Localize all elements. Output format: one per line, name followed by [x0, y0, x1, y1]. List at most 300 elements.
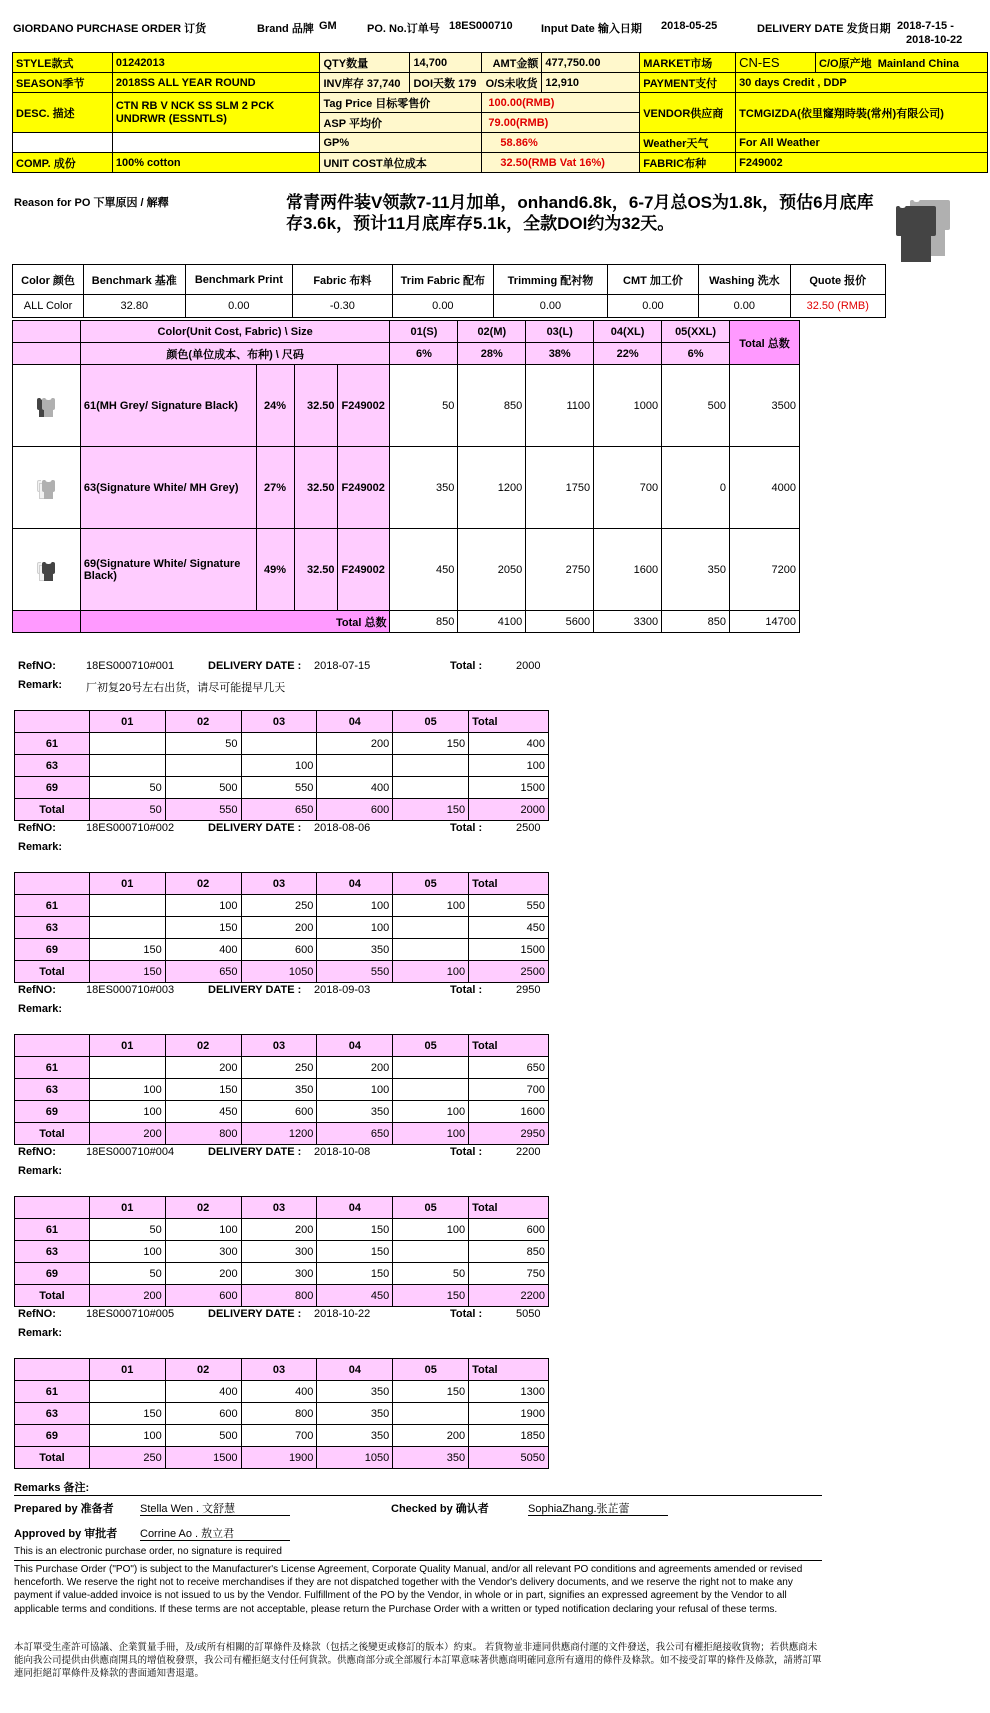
row-fabric: F249002 [338, 365, 390, 447]
qty-cell: 150 [393, 1381, 469, 1403]
matrix-header-cn: 颜色(单位成本、布种) \ 尺码 [80, 343, 390, 365]
size-col: 01 [89, 1359, 165, 1381]
qty-cell: 400 [317, 777, 393, 799]
row-total: 1850 [469, 1425, 549, 1447]
size-total: 5600 [526, 611, 594, 633]
size-total: 600 [317, 799, 393, 821]
row-total: 550 [469, 895, 549, 917]
unit-cost-value: 32.50(RMB Vat 16%) [482, 153, 640, 173]
vendor-label: VENDOR供应商 [640, 93, 736, 133]
row-color: 63 [15, 917, 90, 939]
co-label: C/O原产地 [819, 57, 872, 70]
payment-value: 30 days Credit , DDP [736, 73, 988, 93]
qty-cell [317, 755, 393, 777]
row-total: 750 [469, 1263, 549, 1285]
qty-cell: 100 [89, 1101, 165, 1123]
size-total: 150 [393, 799, 469, 821]
qty-cell [393, 777, 469, 799]
matrix-header-en: Color(Unit Cost, Fabric) \ Size [80, 321, 390, 343]
row-total: 1900 [469, 1403, 549, 1425]
qty-cell [393, 1057, 469, 1079]
style-label: STYLE款式 [13, 53, 113, 73]
grey-tee-icon [42, 477, 55, 499]
cost-header: Fabric 布料 [293, 265, 392, 295]
brand-label: Brand 品牌 [257, 23, 314, 35]
row-cost: 32.50 [294, 447, 338, 529]
approved-by: Corrine Ao . 敖立君 [140, 1525, 290, 1541]
color-thumbnail [13, 447, 81, 529]
qty-cell: 1750 [526, 447, 594, 529]
desc-label: DESC. 描述 [13, 93, 113, 133]
size-col: 04 [317, 711, 393, 733]
qty-cell [89, 1057, 165, 1079]
qty-cell [89, 733, 165, 755]
refno-label: RefNO: [18, 822, 56, 834]
row-total: 850 [469, 1241, 549, 1263]
qty-cell: 100 [165, 895, 241, 917]
qty-cell: 350 [317, 1403, 393, 1425]
remark-value: 厂初复20号左右出货，请尽可能提早几天 [86, 682, 286, 694]
qty-cell: 2050 [458, 529, 526, 611]
qty-cell: 450 [390, 529, 458, 611]
total-col: Total [469, 1197, 549, 1219]
po-title: GIORDANO PURCHASE ORDER 订货 [13, 23, 207, 35]
ratio-03: 38% [526, 343, 594, 365]
size-col: 02 [165, 873, 241, 895]
refno-label: RefNO: [18, 1146, 56, 1158]
delivery-total-label: Total : [450, 1308, 483, 1320]
row-color: 69 [15, 1263, 90, 1285]
qty-cell: 350 [241, 1079, 317, 1101]
size-total: 450 [317, 1285, 393, 1307]
size-total: 4100 [458, 611, 526, 633]
matrix-row [13, 365, 800, 447]
qty-cell: 800 [241, 1403, 317, 1425]
qty-label: QTY数量 [320, 53, 410, 73]
delivery-total-label: Total : [450, 984, 483, 996]
weather-label: Weather天气 [640, 133, 736, 153]
season-label: SEASON季节 [13, 73, 113, 93]
doi-label: DOI天数 [413, 77, 455, 90]
delivery-total-label: Total : [450, 822, 483, 834]
row-color: 63(Signature White/ MH Grey) [80, 447, 256, 529]
cost-value: 0.00 [392, 295, 494, 318]
row-total: 100 [469, 755, 549, 777]
size-col: 04 [317, 873, 393, 895]
size-total: 800 [165, 1123, 241, 1145]
qty-cell: 300 [241, 1263, 317, 1285]
refno-value: 18ES000710#003 [86, 984, 175, 996]
delivery-total-label: Total : [450, 1146, 483, 1158]
delivery-date-end: 2018-10-22 [906, 34, 963, 46]
delivery-date-value: 2018-07-15 [314, 660, 371, 672]
remark-label: Remark: [18, 1165, 63, 1177]
total-row-label: Total [15, 799, 90, 821]
size-total: 50 [89, 799, 165, 821]
table-row [15, 755, 549, 777]
row-fabric: F249002 [338, 529, 390, 611]
size-total: 550 [165, 799, 241, 821]
qty-cell: 850 [458, 365, 526, 447]
row-color: 63 [15, 755, 90, 777]
refno-value: 18ES000710#004 [86, 1146, 175, 1158]
black-tee-icon [896, 202, 936, 262]
size-col: 02 [165, 1359, 241, 1381]
prepared-label: Prepared by 准备者 [14, 1503, 114, 1515]
qty-cell: 450 [165, 1101, 241, 1123]
terms-english: This Purchase Order ("PO") is subject to the Manufacturer's License Agreement, Corporate Quality Manual, and/or all relevant PO conditions and agreements amended or revised henceforth. We reserve the right not to receive merchandises if they are not dispatched together with the Vendor's delivery documents, and we reserve the right not to make any payment if value-added invoice is not issued to us by the Vendor. Fulfillment of the PO by the Vendor, in whole or in part, signifies an expressed agreement by the Vendor to all applicable terms and conditions. If these terms are not acceptable, please return the Purchase Order with a written or typed notification declaring your refusal of these terms. [14, 1564, 803, 1615]
qty-cell: 100 [393, 895, 469, 917]
qty-cell: 500 [165, 1425, 241, 1447]
row-total: 1500 [469, 939, 549, 961]
qty-cell: 500 [165, 777, 241, 799]
table-row [15, 1425, 549, 1447]
row-color: 61 [15, 733, 90, 755]
delivery-total-value: 2000 [516, 660, 541, 672]
qty-cell: 1600 [594, 529, 662, 611]
inv-label: INV库存 [323, 77, 364, 90]
matrix-row [13, 447, 800, 529]
size-total: 1200 [241, 1123, 317, 1145]
cost-header: CMT 加工价 [607, 265, 698, 295]
size-col: 02 [165, 1197, 241, 1219]
cost-header: Benchmark Print [185, 265, 293, 295]
row-pct: 27% [256, 447, 294, 529]
qty-cell: 200 [241, 917, 317, 939]
total-row [15, 1123, 549, 1145]
terms-chinese: 本訂單受生產許可協議、企業質量手冊，及/或所有相關的訂單條件及條款（包括之後變更或修訂的版本）約束。 若貨物並非連同供應商付運的文件發送，我公司有權拒絕接收貨物；若供應商未能向我公司提供由供應商開具的增值稅發票，我公司有權拒絕支付任何貨款。供應商部分或全部履行本訂單意味著供應商明確同意所有適用的條件及條款。如不接受訂單的條件及條款，請將訂單連同拒絕訂單條件及條款的書面通知書退還。 [14, 1642, 822, 1680]
table-row [15, 1057, 549, 1079]
size-total: 150 [89, 961, 165, 983]
size-col: 05 [393, 873, 469, 895]
table-row [15, 777, 549, 799]
qty-cell: 350 [662, 529, 730, 611]
brand-value: GM [319, 20, 337, 32]
tag-value: 100.00(RMB) [482, 93, 640, 113]
refno-value: 18ES000710#002 [86, 822, 175, 834]
size-total: 650 [165, 961, 241, 983]
amt-label: AMT金额 [482, 53, 542, 73]
refno-value: 18ES000710#005 [86, 1308, 175, 1320]
qty-cell: 50 [89, 1219, 165, 1241]
doi-cell [410, 73, 542, 93]
grand-total: 2950 [469, 1123, 549, 1145]
cost-value: 0.00 [494, 295, 608, 318]
qty-cell: 150 [89, 939, 165, 961]
qty-cell: 350 [317, 1381, 393, 1403]
grand-total: 5050 [469, 1447, 549, 1469]
amt-value: 477,750.00 [542, 53, 640, 73]
size-total: 350 [393, 1447, 469, 1469]
delivery-total-label: Total : [450, 660, 483, 672]
refno-label: RefNO: [18, 984, 56, 996]
input-date: 2018-05-25 [661, 20, 718, 32]
delivery-total-value: 2950 [516, 984, 541, 996]
cost-header: Quote 报价 [790, 265, 885, 295]
qty-cell: 200 [241, 1219, 317, 1241]
row-color: 61(MH Grey/ Signature Black) [80, 365, 256, 447]
delivery-table [14, 872, 549, 983]
row-color: 61 [15, 1057, 90, 1079]
tag-label: Tag Price 目标零售价 [320, 93, 482, 113]
black-tee-icon [42, 559, 55, 581]
table-row [15, 733, 549, 755]
asp-label: ASP 平均价 [320, 113, 482, 133]
po-info-grid [12, 52, 988, 173]
row-fabric: F249002 [338, 447, 390, 529]
delivery-header [18, 984, 578, 1020]
qty-cell: 50 [89, 1263, 165, 1285]
row-total: 1500 [469, 777, 549, 799]
asp-value: 79.00(RMB) [482, 113, 640, 133]
input-date-label: Input Date 输入日期 [541, 23, 642, 35]
row-total: 1600 [469, 1101, 549, 1123]
row-total: 700 [469, 1079, 549, 1101]
refno-label: RefNO: [18, 1308, 56, 1320]
delivery-date-label: DELIVERY DATE : [208, 822, 302, 834]
qty-value: 14,700 [410, 53, 482, 73]
cost-value: -0.30 [293, 295, 392, 318]
qty-cell: 150 [317, 1219, 393, 1241]
qty-cell: 600 [165, 1403, 241, 1425]
grand-total: 14700 [730, 611, 800, 633]
size-05: 05(XXL) [662, 321, 730, 343]
size-03: 03(L) [526, 321, 594, 343]
os-label: O/S未收货 [485, 77, 538, 90]
qty-cell: 50 [89, 777, 165, 799]
cost-header: Color 颜色 [13, 265, 84, 295]
ratio-01: 6% [390, 343, 458, 365]
payment-label: PAYMENT支付 [640, 73, 736, 93]
approved-label: Approved by 审批者 [14, 1528, 118, 1540]
row-pct: 49% [256, 529, 294, 611]
delivery-table [14, 710, 549, 821]
qty-cell [89, 1381, 165, 1403]
total-row [15, 1285, 549, 1307]
table-row [15, 1219, 549, 1241]
row-total: 1300 [469, 1381, 549, 1403]
qty-cell: 300 [241, 1241, 317, 1263]
delivery-date-label: DELIVERY DATE : [208, 1146, 302, 1158]
size-col: 01 [89, 1197, 165, 1219]
cost-header: Washing 洗水 [699, 265, 790, 295]
co-value: Mainland China [877, 57, 959, 70]
delivery-header [18, 660, 578, 696]
qty-cell [89, 917, 165, 939]
qty-cell: 350 [390, 447, 458, 529]
inv-value: 37,740 [366, 77, 401, 90]
qty-cell [89, 895, 165, 917]
market-value: CN-ES [736, 53, 816, 73]
size-total: 650 [241, 799, 317, 821]
qty-cell: 400 [165, 939, 241, 961]
total-row-label: Total [15, 1447, 90, 1469]
qty-cell: 200 [393, 1425, 469, 1447]
qty-cell: 200 [317, 733, 393, 755]
qty-cell: 150 [317, 1241, 393, 1263]
color-thumbnail [13, 529, 81, 611]
total-row [15, 1447, 549, 1469]
electronic-notice: This is an electronic purchase order, no signature is required [14, 1546, 822, 1561]
delivery-date-label: DELIVERY DATE : [208, 984, 302, 996]
qty-cell: 700 [241, 1425, 317, 1447]
size-total: 1050 [317, 1447, 393, 1469]
ratio-05: 6% [662, 343, 730, 365]
delivery-date-label: DELIVERY DATE : [208, 660, 302, 672]
row-color: 69(Signature White/ Signature Black) [80, 529, 256, 611]
row-color: 63 [15, 1079, 90, 1101]
total-col: Total [469, 711, 549, 733]
qty-cell: 150 [89, 1403, 165, 1425]
po-number: 18ES000710 [449, 20, 513, 32]
row-total: 450 [469, 917, 549, 939]
table-row [15, 1381, 549, 1403]
qty-cell: 200 [165, 1057, 241, 1079]
size-total: 1500 [165, 1447, 241, 1469]
qty-cell: 200 [165, 1263, 241, 1285]
season-value: 2018SS ALL YEAR ROUND [112, 73, 320, 93]
size-total: 650 [317, 1123, 393, 1145]
gp-value: 58.86% [482, 133, 640, 153]
table-row [15, 1101, 549, 1123]
total-row-label: Total [15, 1123, 90, 1145]
qty-cell [241, 733, 317, 755]
qty-cell: 600 [241, 939, 317, 961]
qty-cell: 100 [89, 1241, 165, 1263]
cost-value: 0.00 [699, 295, 790, 318]
qty-cell: 100 [393, 1101, 469, 1123]
doi-value: 179 [458, 77, 477, 90]
cost-value: 32.80 [84, 295, 186, 318]
delivery-table [14, 1358, 549, 1469]
size-col: 04 [317, 1197, 393, 1219]
size-col: 01 [89, 711, 165, 733]
row-color: 61 [15, 1381, 90, 1403]
refno-value: 18ES000710#001 [86, 660, 175, 672]
size-01: 01(S) [390, 321, 458, 343]
fabric-value: F249002 [736, 153, 988, 173]
row-color: 69 [15, 1101, 90, 1123]
cost-header: Trim Fabric 配布 [392, 265, 494, 295]
style-value: 01242013 [112, 53, 320, 73]
qty-cell: 100 [393, 1219, 469, 1241]
size-total: 100 [393, 1123, 469, 1145]
size-col: 03 [241, 873, 317, 895]
qty-cell: 150 [165, 1079, 241, 1101]
total-row [15, 961, 549, 983]
unit-cost-label: UNIT COST单位成本 [320, 153, 482, 173]
qty-cell: 1200 [458, 447, 526, 529]
row-total: 4000 [730, 447, 800, 529]
delivery-date-label: DELIVERY DATE 发货日期 [757, 23, 891, 35]
size-total: 850 [390, 611, 458, 633]
size-col: 03 [241, 1035, 317, 1057]
size-col: 02 [165, 1035, 241, 1057]
qty-cell [393, 755, 469, 777]
qty-cell: 100 [89, 1079, 165, 1101]
os-value: 12,910 [542, 73, 640, 93]
row-color: 69 [15, 939, 90, 961]
cost-breakdown-table [12, 264, 886, 318]
total-col: Total [469, 1035, 549, 1057]
cost-value: ALL Color [13, 295, 84, 318]
inv-cell [320, 73, 410, 93]
ratio-02: 28% [458, 343, 526, 365]
qty-cell: 200 [317, 1057, 393, 1079]
size-04: 04(XL) [594, 321, 662, 343]
qty-cell: 400 [241, 1381, 317, 1403]
qty-cell: 100 [165, 1219, 241, 1241]
comp-label: COMP. 成份 [13, 153, 113, 173]
reason-label: Reason for PO 下單原因 / 解釋 [14, 197, 169, 209]
row-cost: 32.50 [294, 365, 338, 447]
table-row [15, 1079, 549, 1101]
qty-cell: 50 [165, 733, 241, 755]
cost-value: 0.00 [607, 295, 698, 318]
size-col: 04 [317, 1359, 393, 1381]
grand-total: 2000 [469, 799, 549, 821]
size-matrix-table [12, 320, 800, 633]
size-total: 200 [89, 1123, 165, 1145]
grey-tee-icon [42, 395, 55, 417]
size-total: 100 [393, 961, 469, 983]
row-color: 61 [15, 1219, 90, 1241]
size-total: 600 [165, 1285, 241, 1307]
qty-cell: 250 [241, 1057, 317, 1079]
delivery-table [14, 1034, 549, 1145]
qty-cell: 350 [317, 1425, 393, 1447]
qty-cell: 100 [241, 755, 317, 777]
table-row [15, 1263, 549, 1285]
color-thumbnail [13, 365, 81, 447]
total-col: Total [469, 873, 549, 895]
delivery-header [18, 822, 578, 858]
qty-cell: 350 [317, 939, 393, 961]
gp-label: GP% [320, 133, 482, 153]
qty-cell: 250 [241, 895, 317, 917]
row-total: 7200 [730, 529, 800, 611]
refno-label: RefNO: [18, 660, 56, 672]
checked-label: Checked by 确认者 [391, 1503, 489, 1515]
size-col: 01 [89, 873, 165, 895]
qty-cell [393, 1241, 469, 1263]
row-total: 400 [469, 733, 549, 755]
cost-value: 32.50 (RMB) [790, 295, 885, 318]
row-cost: 32.50 [294, 529, 338, 611]
remarks-label: Remarks 备注: [14, 1479, 822, 1496]
table-row [15, 1403, 549, 1425]
total-row-label: Total [15, 1285, 90, 1307]
size-col: 05 [393, 1197, 469, 1219]
total-row [15, 799, 549, 821]
qty-cell [165, 755, 241, 777]
remark-label: Remark: [18, 1003, 63, 1015]
qty-cell: 400 [165, 1381, 241, 1403]
comp-value: 100% cotton [112, 153, 320, 173]
size-col: 05 [393, 1035, 469, 1057]
co-cell [816, 53, 988, 73]
delivery-date-value: 2018-09-03 [314, 984, 371, 996]
delivery-total-value: 2500 [516, 822, 541, 834]
checked-by: SophiaZhang.张芷蕾 [528, 1500, 668, 1516]
qty-cell: 100 [317, 895, 393, 917]
total-col: Total [469, 1359, 549, 1381]
size-col: 02 [165, 711, 241, 733]
grand-total: 2200 [469, 1285, 549, 1307]
row-color: 69 [15, 1425, 90, 1447]
row-color: 61 [15, 895, 90, 917]
delivery-header [18, 1146, 578, 1182]
